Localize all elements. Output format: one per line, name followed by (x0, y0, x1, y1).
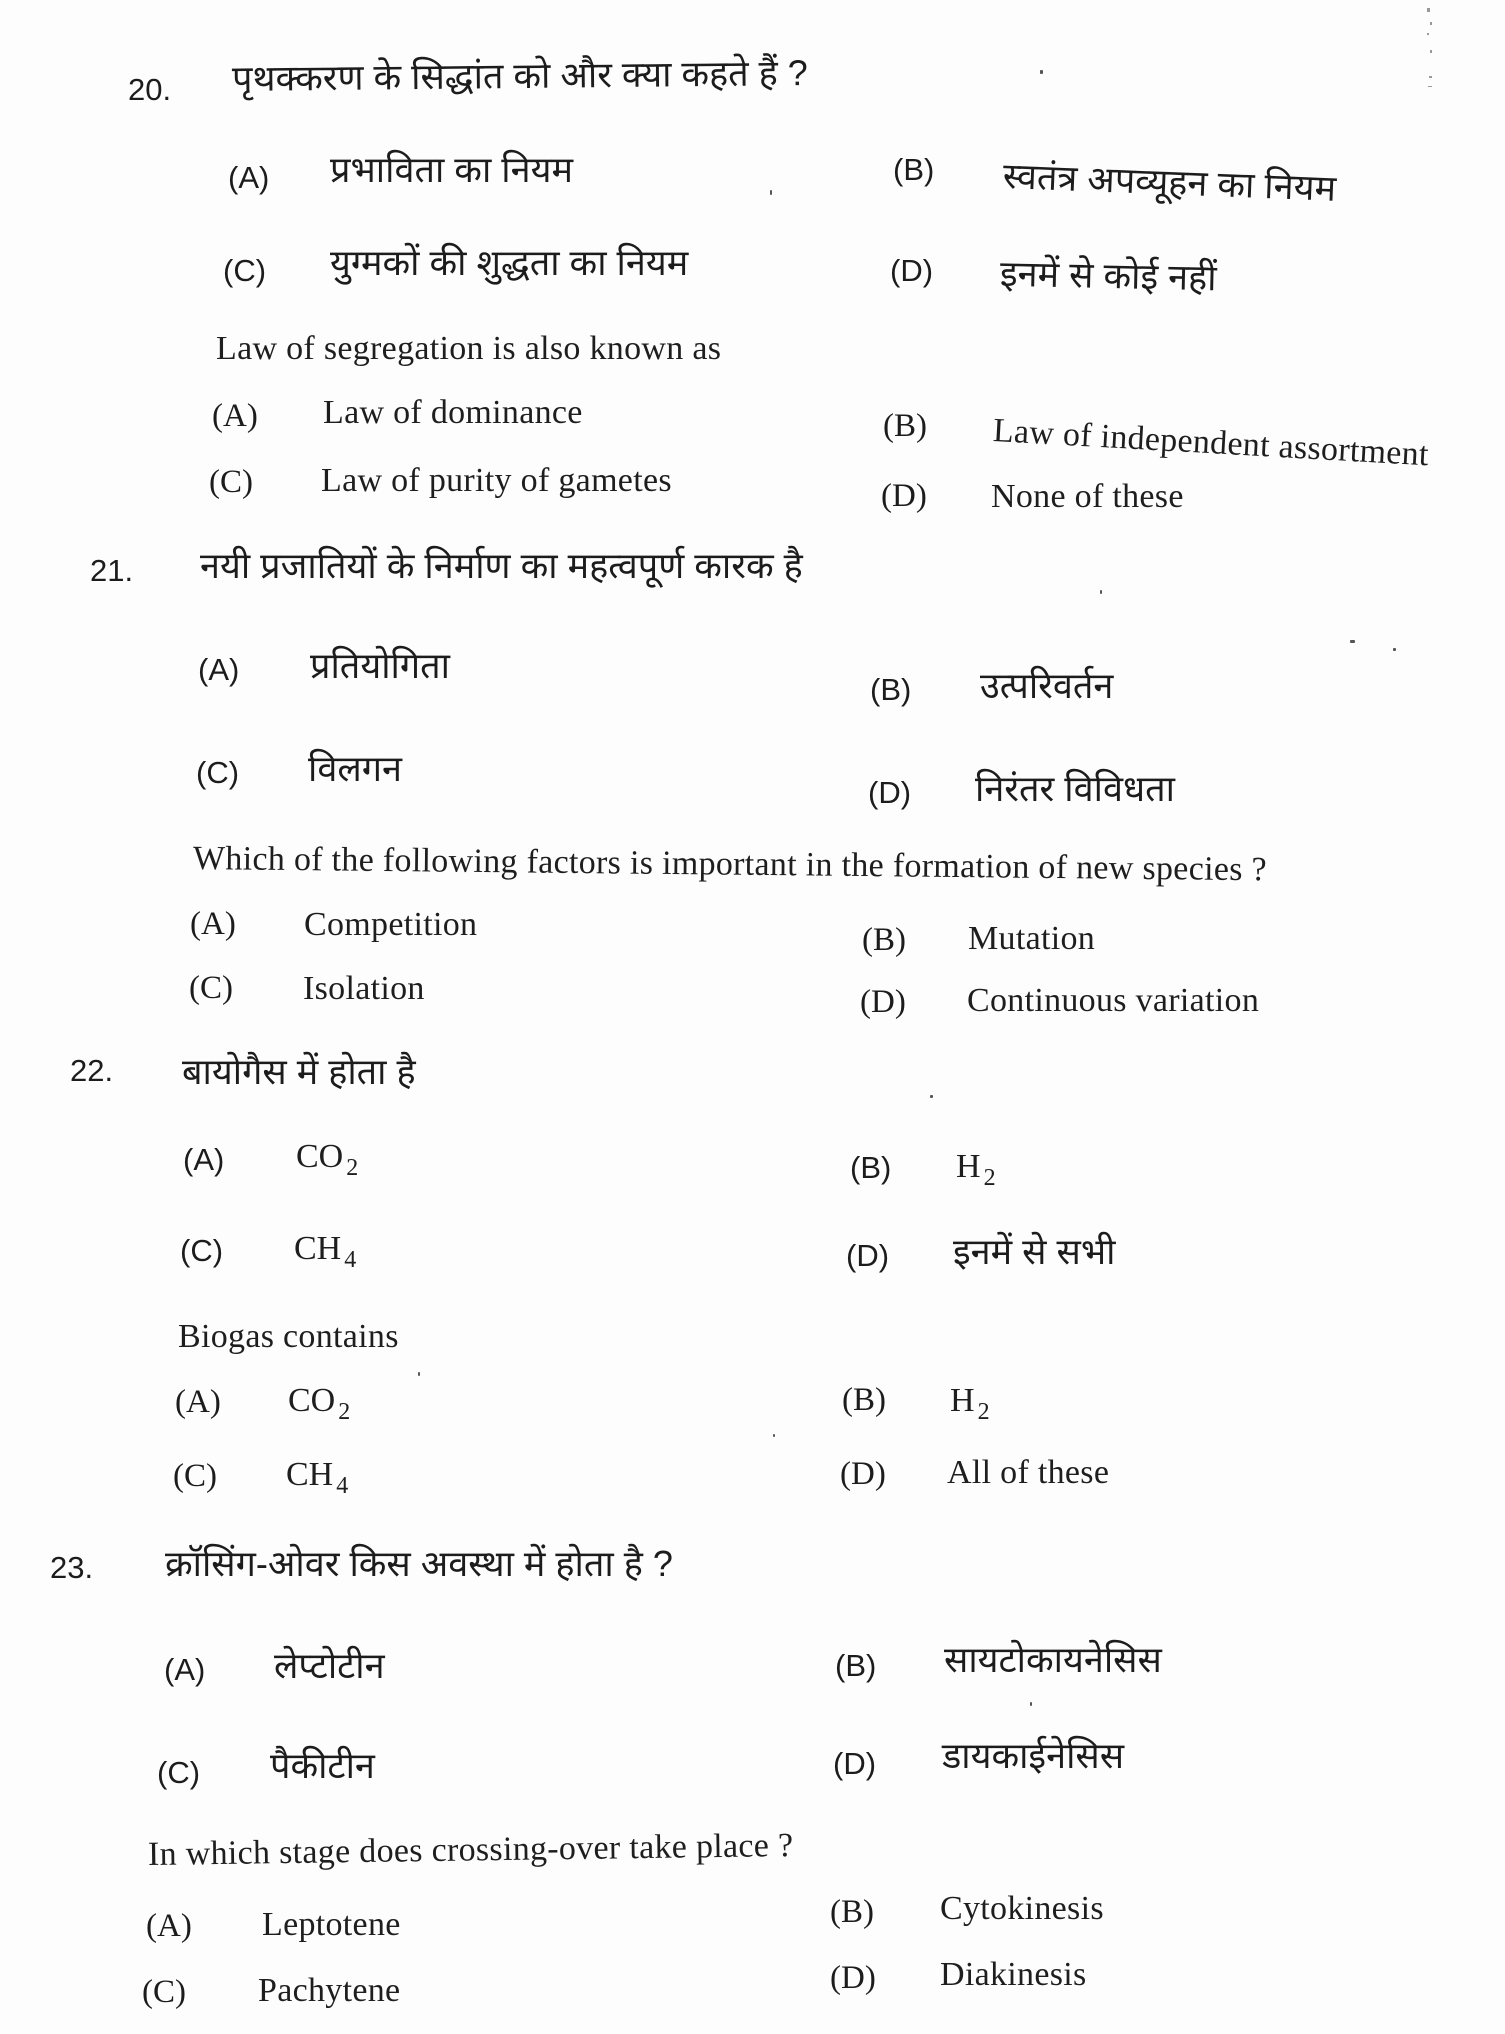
option-text-english: Pachytene (258, 1972, 401, 2009)
option-label: (D) (840, 1456, 886, 1492)
formula-subscript: 2 (977, 1399, 990, 1425)
option-text-english: Leptotene (262, 1906, 401, 1943)
formula-subscript: 2 (346, 1155, 359, 1181)
option-text-hindi: सायटोकायनेसिस (944, 1639, 1162, 1680)
option-label: (B) (850, 1150, 892, 1185)
scan-speck (773, 1434, 775, 1437)
question-text-hindi: क्रॉसिंग-ओवर किस अवस्था में होता है ? (165, 1543, 673, 1584)
option-label: (B) (842, 1382, 886, 1418)
formula-base: CH (286, 1456, 334, 1493)
question-text-hindi: पृथक्करण के सिद्धांत को और क्या कहते हैं ? (231, 51, 809, 100)
option-label: (B) (870, 672, 912, 707)
formula-base: CO (288, 1382, 336, 1419)
formula-subscript: 4 (344, 1247, 357, 1273)
option-label: (A) (198, 652, 240, 687)
option-label: (A) (146, 1908, 192, 1944)
option-label: (D) (890, 253, 934, 288)
option-label: (C) (189, 970, 233, 1006)
option-text-hindi: डायकाईनेसिस (942, 1735, 1125, 1776)
option-label: (C) (142, 1974, 186, 2010)
option-label: (C) (173, 1458, 217, 1494)
option-text-hindi: निरंतर विविधता (975, 768, 1175, 809)
question-text-english: Biogas contains (178, 1318, 399, 1355)
option-text-hindi: युग्मकों की शुद्धता का नियम (330, 242, 689, 283)
option-formula (296, 1138, 358, 1182)
scan-speck (930, 1095, 933, 1098)
option-text-hindi: इनमें से कोई नहीं (999, 252, 1217, 299)
option-text-hindi: विलगन (308, 748, 402, 789)
option-text-english: Diakinesis (940, 1956, 1087, 1993)
option-label: (B) (893, 152, 935, 187)
option-label: (C) (196, 755, 240, 790)
option-text-hindi: लेप्टोटीन (274, 1645, 385, 1686)
margin-mark (1430, 22, 1432, 25)
option-label: (D) (846, 1238, 890, 1273)
formula-base: CH (294, 1230, 342, 1267)
option-text-english: Continuous variation (967, 982, 1260, 1019)
option-label: (C) (180, 1233, 224, 1268)
question-text-english: Which of the following factors is important in the formation of new species ? (192, 840, 1268, 889)
formula-base: H (956, 1148, 981, 1185)
margin-mark (1427, 8, 1430, 12)
option-label: (A) (164, 1652, 206, 1687)
margin-mark (1428, 86, 1432, 87)
scan-speck (1393, 648, 1396, 651)
option-text-english: All of these (947, 1454, 1110, 1491)
option-formula (956, 1148, 996, 1192)
option-label: (C) (223, 253, 267, 288)
formula-subscript: 2 (983, 1165, 996, 1191)
formula-subscript: 4 (336, 1473, 349, 1499)
option-text-hindi: उत्परिवर्तन (980, 665, 1114, 706)
question-text-hindi: बायोगैस में होता है (182, 1051, 416, 1092)
option-formula (950, 1382, 990, 1426)
option-text-english: None of these (991, 478, 1184, 515)
formula-base: CO (296, 1138, 344, 1175)
margin-mark (1430, 50, 1432, 53)
option-text-english: Mutation (968, 920, 1096, 957)
option-text-english: Isolation (303, 970, 425, 1007)
question-text-english: In which stage does crossing-over take place ? (147, 1826, 794, 1873)
scan-speck (770, 190, 772, 195)
option-label: (B) (862, 922, 906, 958)
option-label: (A) (212, 398, 258, 434)
scan-speck (418, 1372, 420, 1376)
question-number: 21. (90, 553, 134, 588)
question-text-english: Law of segregation is also known as (216, 330, 722, 367)
scan-speck (1040, 70, 1043, 74)
option-label: (A) (228, 160, 270, 195)
option-label: (D) (860, 984, 906, 1020)
option-text-hindi: प्रभाविता का नियम (330, 149, 573, 190)
option-label: (D) (881, 478, 927, 514)
question-number: 23. (50, 1550, 94, 1585)
option-text-english: Cytokinesis (940, 1890, 1104, 1927)
option-text-hindi: इनमें से सभी (953, 1231, 1116, 1272)
option-label: (D) (833, 1746, 877, 1781)
option-label: (B) (830, 1894, 874, 1930)
option-label: (A) (183, 1142, 225, 1177)
option-text-hindi: पैकीटीन (270, 1745, 375, 1786)
option-text-english: Competition (304, 906, 478, 943)
option-label: (C) (157, 1755, 201, 1790)
option-label: (D) (868, 775, 912, 810)
option-label: (C) (209, 464, 253, 500)
scan-speck (1030, 1702, 1032, 1706)
option-label: (B) (835, 1648, 877, 1683)
question-number: 22. (70, 1053, 114, 1088)
option-text-hindi: प्रतियोगिता (310, 645, 450, 686)
margin-mark (1429, 76, 1432, 78)
option-formula (288, 1382, 350, 1426)
question-number: 20. (128, 72, 172, 107)
option-label: (B) (883, 408, 927, 444)
question-text-hindi: नयी प्रजातियों के निर्माण का महत्वपूर्ण कारक है (200, 545, 803, 586)
option-text-english: Law of dominance (323, 394, 583, 431)
option-formula (286, 1456, 348, 1500)
option-text-hindi: स्वतंत्र अपव्यूहन का नियम (1002, 155, 1337, 209)
option-label: (A) (190, 906, 236, 942)
option-formula (294, 1230, 356, 1274)
option-label: (A) (175, 1384, 221, 1420)
scan-speck (1350, 640, 1355, 643)
formula-base: H (950, 1382, 975, 1419)
option-text-english: Law of purity of gametes (321, 462, 672, 499)
option-label: (D) (830, 1960, 876, 1996)
formula-subscript: 2 (338, 1399, 351, 1425)
scan-speck (1100, 590, 1102, 594)
option-text-english: Law of independent assortment (991, 412, 1430, 474)
margin-mark (1427, 33, 1429, 35)
